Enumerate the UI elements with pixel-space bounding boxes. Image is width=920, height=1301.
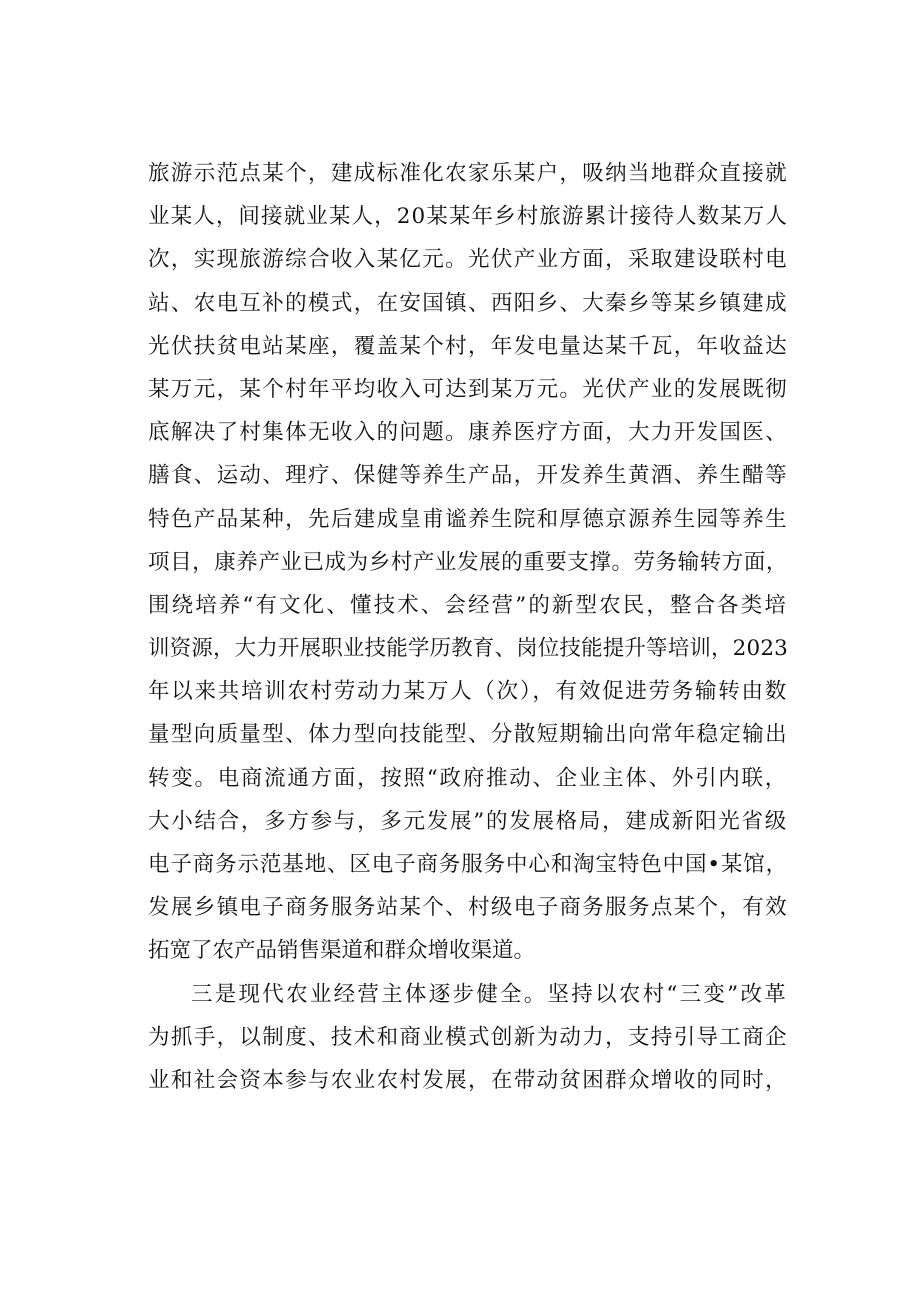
text-line bbox=[148, 843, 788, 886]
line-text: 年以来共培训农村劳动力某万人（次），有效促进劳务输转由数 bbox=[148, 679, 788, 705]
text-line bbox=[148, 929, 788, 972]
line-text: 项目，康养产业已成为乡村产业发展的重要支撑。劳务输转方面， bbox=[148, 549, 788, 575]
text-line bbox=[148, 886, 788, 929]
line-text: 三是现代农业经营主体逐步健全。坚持以农村“三变”改革 bbox=[191, 981, 788, 1007]
text-line bbox=[148, 411, 788, 454]
line-text: 训资源，大力开展职业技能学历教育、岗位技能提升等培训，2023 bbox=[148, 636, 788, 662]
line-text: 业某人，间接就业某人，20某某年乡村旅游累计接待人数某万人 bbox=[148, 204, 788, 230]
line-text: 站、农电互补的模式，在安国镇、西阳乡、大秦乡等某乡镇建成 bbox=[148, 290, 788, 316]
text-line bbox=[148, 584, 788, 627]
text-line bbox=[148, 1059, 788, 1102]
text-line bbox=[148, 238, 788, 281]
line-text: 拓宽了农产品销售渠道和群众增收渠道。 bbox=[148, 938, 536, 964]
line-text: 某万元，某个村年平均收入可达到某万元。光伏产业的发展既彻 bbox=[148, 376, 788, 402]
text-line bbox=[148, 152, 788, 195]
line-text: 围绕培养“有文化、懂技术、会经营”的新型农民，整合各类培 bbox=[148, 592, 788, 618]
text-line bbox=[148, 368, 788, 411]
line-text: 膳食、运动、理疗、保健等养生产品，开发养生黄酒、养生醋等 bbox=[148, 463, 788, 489]
line-text: 业和社会资本参与农业农村发展，在带动贫困群众增收的同时， bbox=[148, 1067, 788, 1093]
text-line bbox=[148, 454, 788, 497]
line-text: 底解决了村集体无收入的问题。康养医疗方面，大力开发国医、 bbox=[148, 420, 788, 446]
text-line bbox=[148, 541, 788, 584]
line-text: 次，实现旅游综合收入某亿元。光伏产业方面，采取建设联村电 bbox=[148, 247, 788, 273]
text-line bbox=[148, 325, 788, 368]
paragraph-1 bbox=[148, 152, 788, 973]
line-text: 大小结合，多方参与，多元发展”的发展格局，建成新阳光省级 bbox=[148, 808, 788, 834]
line-text: 旅游示范点某个，建成标准化农家乐某户，吸纳当地群众直接就 bbox=[148, 161, 788, 186]
line-text: 电子商务示范基地、区电子商务服务中心和淘宝特色中国•某馆， bbox=[148, 852, 788, 877]
document-body bbox=[148, 152, 788, 1102]
paragraph-2 bbox=[148, 973, 788, 1103]
line-text: 转变。电商流通方面，按照“政府推动、企业主体、外引内联， bbox=[148, 765, 788, 791]
text-line bbox=[148, 973, 788, 1016]
text-line bbox=[148, 282, 788, 325]
line-text: 量型向质量型、体力型向技能型、分散短期输出向常年稳定输出 bbox=[148, 722, 788, 748]
line-text: 发展乡镇电子商务服务站某个、村级电子商务服务点某个，有效 bbox=[148, 895, 788, 921]
line-text: 光伏扶贫电站某座，覆盖某个村，年发电量达某千瓦，年收益达 bbox=[148, 333, 788, 359]
text-line bbox=[148, 1016, 788, 1059]
text-line bbox=[148, 195, 788, 238]
text-line bbox=[148, 800, 788, 843]
line-text: 特色产品某种，先后建成皇甫谧养生院和厚德京源养生园等养生 bbox=[148, 506, 788, 532]
text-line bbox=[148, 627, 788, 670]
text-line bbox=[148, 670, 788, 713]
text-line bbox=[148, 713, 788, 756]
text-line bbox=[148, 498, 788, 541]
text-line bbox=[148, 757, 788, 800]
line-text: 为抓手，以制度、技术和商业模式创新为动力，支持引导工商企 bbox=[148, 1024, 788, 1050]
